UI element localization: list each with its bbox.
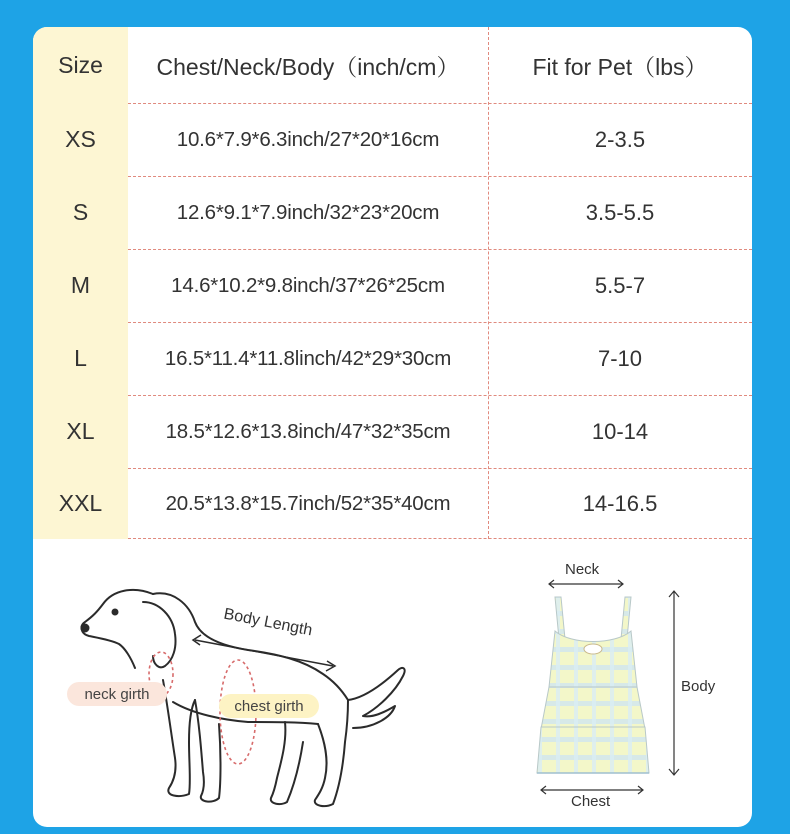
- size-chart-card: [33, 27, 752, 827]
- row-size-xl: XL: [66, 418, 95, 444]
- body-arrow: [668, 589, 680, 779]
- neck-label: Neck: [565, 561, 600, 578]
- row-fit-xl: 10-14: [591, 418, 649, 444]
- row-divider: [128, 538, 752, 539]
- dress-illustration: [531, 587, 661, 787]
- header-dimensions: Chest/Neck/Body（inch/cm）: [156, 53, 460, 80]
- chest-girth-label: chest girth: [219, 694, 319, 718]
- chest-label: Chest: [571, 793, 611, 810]
- row-dimensions-xs: 10.6*7.9*6.3inch/27*20*16cm: [176, 127, 440, 151]
- neck-girth-label: neck girth: [67, 682, 167, 706]
- row-dimensions-xl: 18.5*12.6*13.8inch/47*32*35cm: [165, 419, 451, 443]
- row-fit-xs: 2-3.5: [594, 126, 646, 152]
- row-dimensions-m: 14.6*10.2*9.8inch/37*26*25cm: [171, 273, 445, 297]
- row-fit-s: 3.5-5.5: [585, 199, 655, 225]
- row-divider: [128, 468, 752, 469]
- header-fit: Fit for Pet（lbs）: [532, 53, 708, 80]
- row-divider: [128, 249, 752, 250]
- row-size-xxl: XXL: [58, 490, 103, 516]
- row-size-l: L: [74, 345, 87, 371]
- row-fit-xxl: 14-16.5: [582, 490, 658, 516]
- row-fit-m: 5.5-7: [594, 272, 646, 298]
- body-label: Body: [681, 678, 716, 695]
- body-length-label: Body Length: [222, 605, 314, 640]
- row-size-xs: XS: [65, 126, 96, 152]
- row-divider: [128, 103, 752, 104]
- row-divider: [128, 176, 752, 177]
- row-dimensions-l: 16.5*11.4*11.8linch/42*29*30cm: [164, 346, 452, 370]
- header-size: Size: [58, 51, 103, 78]
- row-dimensions-s: 12.6*9.1*7.9inch/32*23*20cm: [176, 200, 440, 224]
- row-size-m: M: [70, 272, 91, 298]
- row-fit-l: 7-10: [597, 345, 643, 371]
- row-divider: [128, 395, 752, 396]
- row-divider: [128, 322, 752, 323]
- neck-arrow: [547, 579, 627, 589]
- row-dimensions-xxl: 20.5*13.8*15.7inch/52*35*40cm: [165, 491, 451, 515]
- row-size-s: S: [72, 199, 89, 225]
